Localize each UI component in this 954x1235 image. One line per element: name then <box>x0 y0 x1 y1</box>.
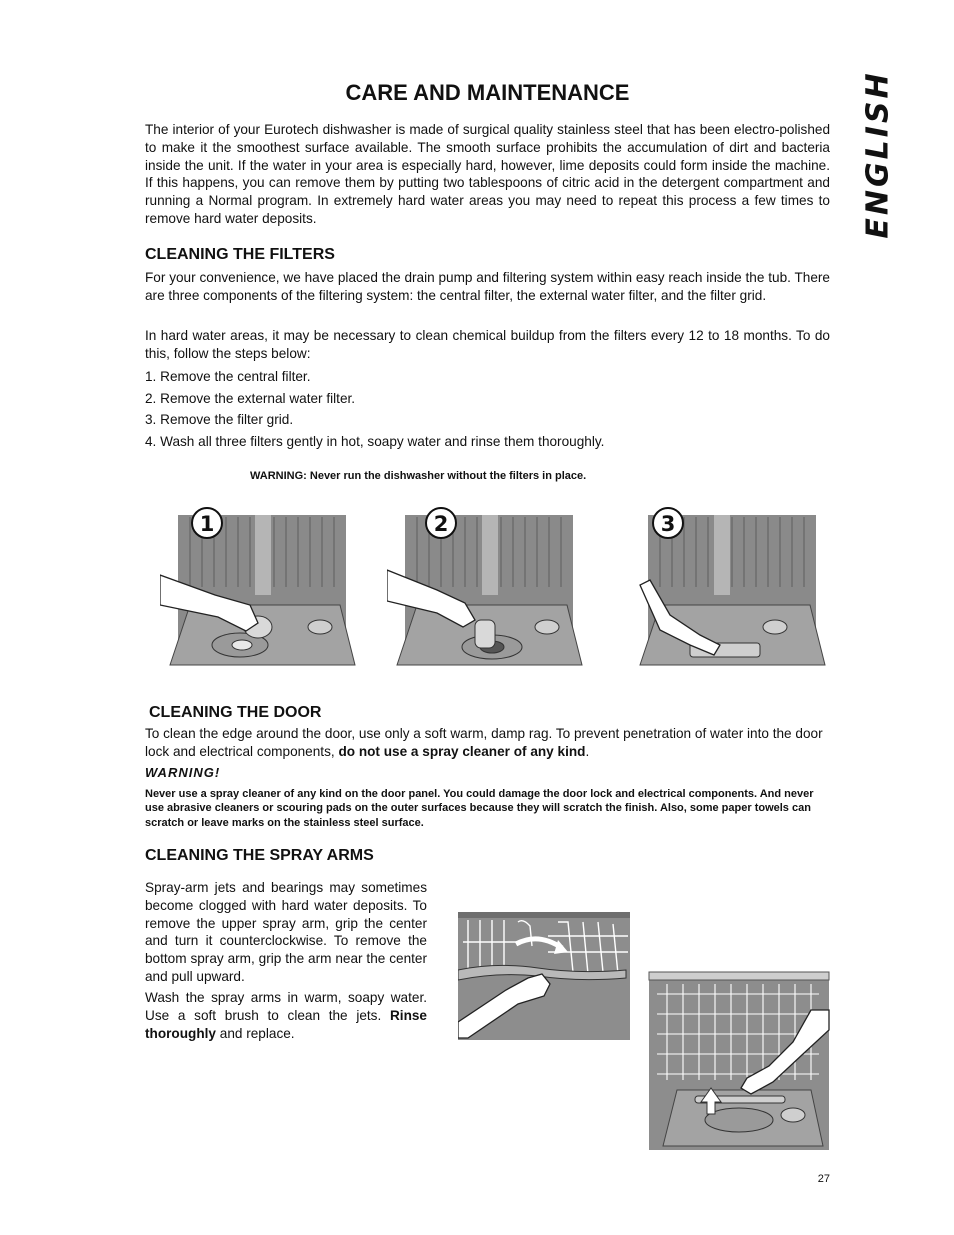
filter-steps-list <box>145 368 830 454</box>
spray-arms-paragraph-2 <box>145 989 427 1042</box>
lower-spray-arm-illustration <box>643 970 833 1154</box>
step-number: 4. <box>145 433 157 449</box>
spray-arms-paragraph-2-bold: Rinse thoroughly <box>145 1007 427 1041</box>
filter-step-2-illustration <box>387 505 587 671</box>
figure-number: 1 <box>199 512 215 536</box>
page-title: CARE AND MAINTENANCE <box>345 80 630 105</box>
list-item <box>145 390 830 412</box>
door-heading: CLEANING THE DOOR <box>149 704 322 721</box>
figure-number: 2 <box>433 512 449 536</box>
spray-arms-paragraph-1: Spray-arm jets and bearings may sometimes become clogged with hard water deposits. To remove the upper spray arm, grip the center and turn it counterclockwise. To remove the bottom spray arm, grip the arm near the center and pull upward. <box>145 880 427 984</box>
spray-arms-paragraph-2-start: Wash the spray arms in warm, soapy water. Use a soft brush to clean the jets. <box>145 990 427 1023</box>
spray-arms-paragraph-2-end: and replace. <box>215 1025 295 1041</box>
upper-spray-arm-illustration <box>458 912 632 1046</box>
list-item <box>145 368 830 390</box>
filter-step-1-illustration <box>160 505 360 671</box>
list-item <box>145 433 830 455</box>
door-paragraph <box>145 725 830 761</box>
step-number: 3. <box>145 412 157 428</box>
list-item <box>145 411 830 433</box>
step-text: Remove the filter grid. <box>160 412 294 428</box>
language-label: ENGLISH <box>860 69 896 239</box>
step-number: 1. <box>145 369 157 384</box>
step-text: Remove the external water filter. <box>160 390 356 406</box>
intro-paragraph: The interior of your Eurotech dishwasher is made of surgical quality stainless steel that has been electro-polished to make it the smoothest surface available. The smooth surface prohibits the accumulation of dirt and bacteria inside the unit. If the water in your area is especially hard, however, lime deposits could form inside the machine. If this happens, you can remove them by putting two tablespoons of citric acid in the detergent compartment and running a Normal program. In extremely hard water areas you may need to repeat this process a few times to remove hard water deposits. <box>145 122 830 226</box>
spray-arms-heading: CLEANING THE SPRAY ARMS <box>145 847 374 864</box>
page-number: 27 <box>817 1173 830 1185</box>
door-paragraph-bold: do not use a spray cleaner of any kind <box>338 743 586 759</box>
language-side-tab <box>858 69 898 239</box>
filters-paragraph-2: In hard water areas, it may be necessary to clean chemical buildup from the filters every 12 to 18 months. To do this, follow the steps below: <box>145 328 830 361</box>
door-paragraph-end: . <box>585 743 590 759</box>
filter-warning: WARNING: Never run the dishwasher without the filters in place. <box>250 470 587 482</box>
step-text: Remove the central filter. <box>160 369 311 384</box>
filters-heading: CLEANING THE FILTERS <box>145 246 335 263</box>
step-text: Wash all three filters gently in hot, soapy water and rinse them thoroughly. <box>160 433 605 449</box>
door-warning-text: Never use a spray cleaner of any kind on the door panel. You could damage the door lock and electrical components. And never use abrasive cleaners or scouring pads on the outer surfaces because they will scratch the finish. Also, some paper towels can scratch or leave marks on the stainless steel surface. <box>145 788 814 829</box>
door-warning-label: WARNING! <box>145 765 221 780</box>
filters-paragraph-1: For your convenience, we have placed the drain pump and filtering system within easy reach inside the tub. There are three components of the filtering system: the central filter, the external water filter, and the filter grid. <box>145 270 830 303</box>
filter-step-3-illustration <box>630 505 830 671</box>
door-paragraph-start: To clean the edge around the door, use only a soft warm, damp rag. To prevent penetration of water into the door lock and electrical components, <box>145 726 823 759</box>
figure-number: 3 <box>660 512 676 536</box>
step-number: 2. <box>145 390 157 406</box>
